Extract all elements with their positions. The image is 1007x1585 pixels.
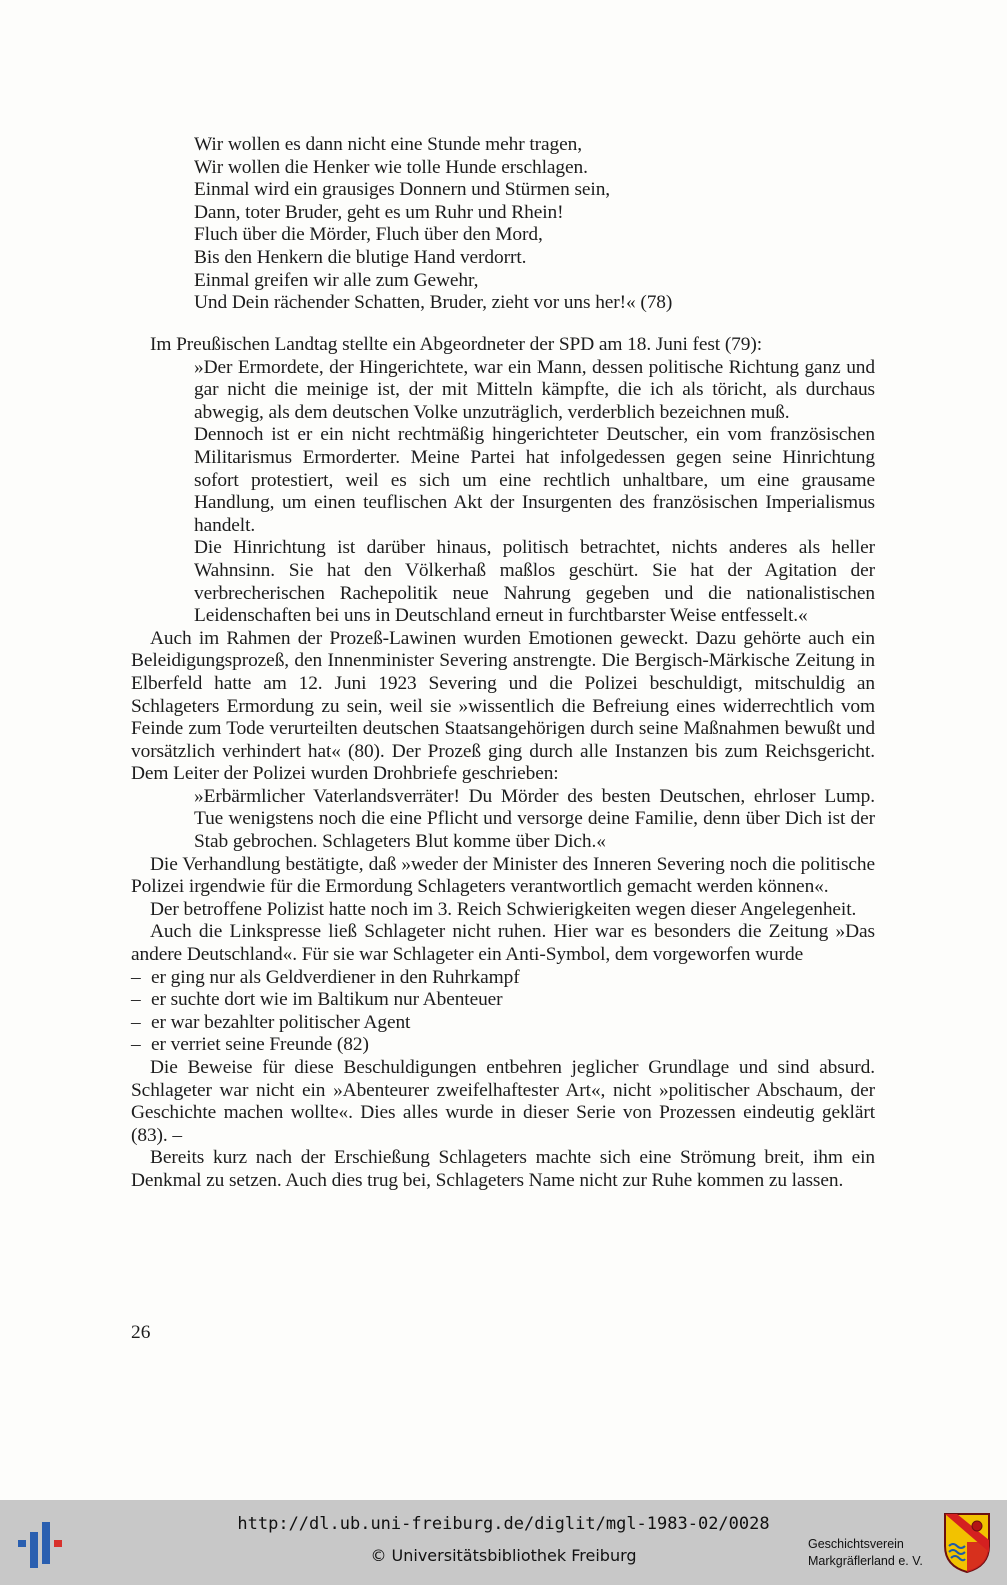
paragraph: Der betroffene Polizist hatte noch im 3. Reich Schwierigkeiten wegen dieser Angelegenheit. <box>150 898 857 920</box>
body-text <box>131 334 875 1193</box>
block-quote: Die Hinrichtung ist darüber hinaus, politisch betrachtet, nichts anderes als heller Wahnsinn. Sie hat den Völkerhaß maßlos geschürt. Sie hat der Agitation der verbrecherischen Rachepolitik neue Nahrung gegeben und die nationalistischen Leidenschaften bei uns in Deutschland erneut in furchtbarster Weise entfesselt.« <box>194 537 875 627</box>
accusation-list <box>131 967 875 1057</box>
society-name-line: Markgräflerland e. V. <box>808 1554 923 1568</box>
poem-line: Wir wollen es dann nicht eine Stunde mehr tragen, <box>194 134 582 155</box>
coat-of-arms-icon <box>943 1512 991 1574</box>
footer-bar <box>0 1500 1007 1585</box>
list-marker: – <box>131 989 141 1011</box>
document-url-link[interactable]: http://dl.ub.uni-freiburg.de/diglit/mgl-1983-02/0028 <box>237 1514 770 1534</box>
poem-line: Wir wollen die Henker wie tolle Hunde erschlagen. <box>194 156 588 178</box>
list-item-text: er war bezahlter politischer Agent <box>151 1011 411 1033</box>
list-item-text: er ging nur als Geldverdiener in den Ruhrkampf <box>151 966 520 988</box>
poem-line: Fluch über die Mörder, Fluch über den Mord, <box>194 224 543 246</box>
page-number: 26 <box>131 1322 151 1343</box>
poem-line: Einmal greifen wir alle zum Gewehr, <box>194 269 479 291</box>
society-name-line: Geschichtsverein <box>808 1537 904 1551</box>
block-quote: »Der Ermordete, der Hingerichtete, war ein Mann, dessen politische Richtung ganz und gar nicht die meinige ist, der mit Mitteln kämpfte, die ich als töricht, als durchaus abwegig, als dem deutschen Volke unzuträglich, verderblich bezeichnen muß. <box>194 356 875 423</box>
copyright-text: © Universitätsbibliothek Freiburg <box>370 1546 637 1565</box>
list-item <box>131 1034 875 1057</box>
list-item-text: er suchte dort wie im Baltikum nur Abenteuer <box>151 989 503 1011</box>
list-marker: – <box>131 1011 141 1033</box>
paragraph: Bereits kurz nach der Erschießung Schlageters machte sich eine Strömung breit, ihm ein Denkmal zu setzen. Auch dies trug bei, Schlageters Name nicht zur Ruhe kommen zu lassen. <box>131 1147 875 1191</box>
list-item <box>131 1012 875 1035</box>
paragraph: Die Verhandlung bestätigte, daß »weder der Minister des Inneren Severing noch die politische Polizei irgendwie für die Ermordung Schlageters verantwortlich gemacht werden können«. <box>131 853 875 898</box>
block-quote: Dennoch ist er ein nicht rechtmäßig hingerichteter Deutscher, ein vom französischen Militarismus Ermorderter. Meine Partei hat infolgedessen gegen seine Hinrichtung sofort protestiert, weil es sich um eine rechtlich unhaltbare, um eine grausame Handlung, um einen teuflischen Akt der Insurgenten des französischen Imperialismus handelt. <box>194 424 875 536</box>
list-item <box>131 967 875 990</box>
paragraph: Die Beweise für diese Beschuldigungen entbehren jeglicher Grundlage und sind absurd. Schlageter war nicht ein »Abenteurer zweifelhaftester Art«, nicht »politischer Abschaum, der Geschichte machen wollte«. Dies alles wurde in dieser Serie von Prozessen eindeutig geklärt (83). – <box>131 1057 875 1146</box>
list-item-text: er verriet seine Freunde (82) <box>151 1034 369 1056</box>
block-quote: »Erbärmlicher Vaterlandsverräter! Du Mörder des besten Deutschen, ehrloser Lump. Tue wenigstens noch die eine Pflicht und versorge deine Familie, denn über Dich ist der Stab gebrochen. Schlageters Blut komme über Dich.« <box>194 785 875 853</box>
list-item <box>131 989 875 1012</box>
poem-line: Bis den Henkern die blutige Hand verdorrt. <box>194 246 527 268</box>
list-marker: – <box>131 1034 141 1056</box>
poem-block <box>131 134 875 315</box>
paragraph: Auch die Linkspresse ließ Schlageter nicht ruhen. Hier war es besonders die Zeitung »Das andere Deutschland«. Für sie war Schlageter ein Anti-Symbol, dem vorgeworfen wurde <box>131 921 875 966</box>
poem-line: Und Dein rächender Schatten, Bruder, zieht vor uns her!« (78) <box>194 292 673 314</box>
society-name <box>808 1536 923 1570</box>
poem-line: Einmal wird ein grausiges Donnern und Stürmen sein, <box>194 179 611 201</box>
list-marker: – <box>131 966 141 988</box>
paragraph: Auch im Rahmen der Prozeß-Lawinen wurden Emotionen geweckt. Dazu gehörte auch ein Beleidigungsprozeß, den Innenminister Severing anstrengte. Die Bergisch-Märkische Zeitung in Elberfeld hatte am 12. Juni 1923 Severing und die Polizei beschuldigt, mitschuldig an Schlageters Ermordung zu sein, weil sie »wissentlich die Befreiung eines widerrechtlich vom Feinde zum Tode verurteilten deutschen Staatsangehörigen durch seine Maßnahmen bewußt und vorsätzlich verhindert hat« (80). Der Prozeß ging durch alle Instanzen bis zum Reichsgericht. Dem Leiter der Polizei wurden Drohbriefe geschrieben: <box>131 627 875 785</box>
paragraph: Im Preußischen Landtag stellte ein Abgeordneter der SPD am 18. Juni fest (79): <box>150 334 763 355</box>
poem-line: Dann, toter Bruder, geht es um Ruhr und Rhein! <box>194 201 564 223</box>
